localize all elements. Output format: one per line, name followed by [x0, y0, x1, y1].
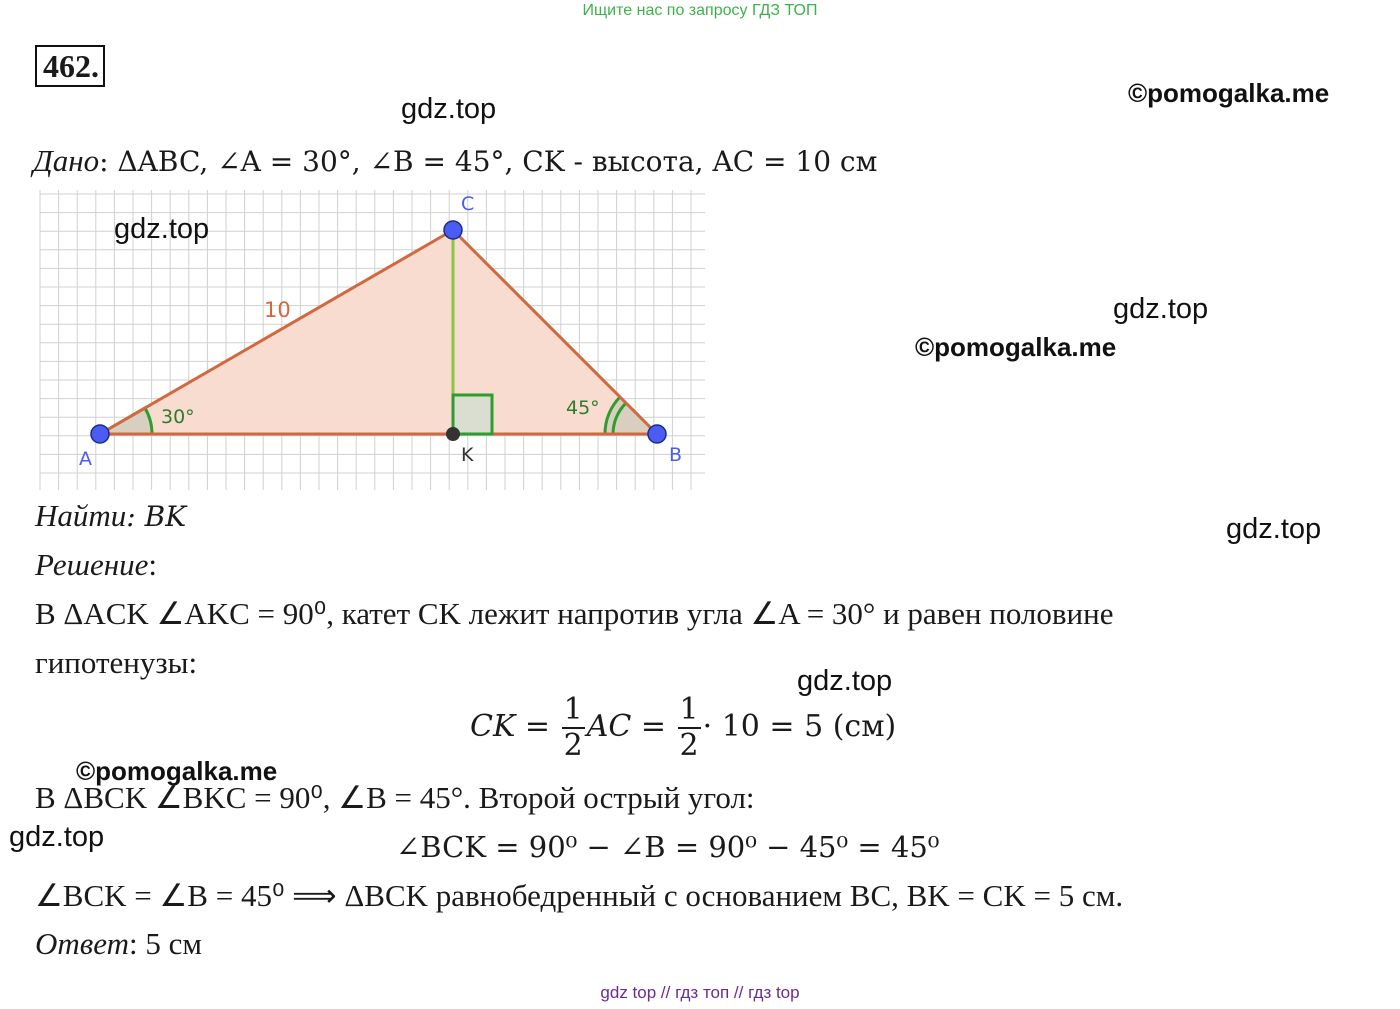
solution-line-4: ∠BCK = ∠B = 45⁰ ⟹ ΔBCK равнобедренный с основанием BC, BK = CK = 5 см. [35, 878, 1124, 913]
given-label: Дано [33, 143, 100, 178]
footer-links: gdz top // гдз топ // гдз top [600, 983, 800, 1002]
watermark-gdz-4: gdz.top [1226, 513, 1322, 545]
problem-number: 462. [35, 45, 105, 87]
watermark-pomogalka-3: ©pomogalka.me [76, 756, 278, 786]
eq1-frac-1 [562, 693, 585, 763]
solution-colon: : [148, 547, 157, 582]
equation-2: ∠BCK = 90⁰ − ∠B = 90⁰ − 45⁰ = 45⁰ [396, 830, 940, 864]
watermark-gdz-5: gdz.top [797, 665, 893, 697]
watermark-pomogalka-2: ©pomogalka.me [915, 332, 1117, 362]
solution-line-1: В ΔACK ∠AKC = 90⁰, катет CK лежит напротив угла ∠A = 30° и равен половине [35, 596, 1114, 631]
solution-heading [35, 547, 157, 583]
eq1-left: CK = [470, 709, 551, 744]
answer-line [35, 926, 202, 962]
eq1-frac-2-den: 2 [679, 728, 699, 763]
point-c [444, 221, 462, 239]
given-line [33, 143, 877, 179]
top-banner: Ищите нас по запросу ГДЗ ТОП [582, 2, 818, 19]
watermark-gdz: gdz.top [401, 93, 497, 125]
eq1-frac-1-den: 2 [563, 728, 583, 763]
watermark-gdz-6: gdz.top [9, 821, 105, 853]
label-a: A [79, 448, 92, 470]
watermark-gdz-2: gdz.top [114, 213, 210, 245]
eq1-frac-1-num: 1 [563, 692, 583, 727]
label-angle-b: 45° [566, 397, 600, 419]
geometry-figure [0, 190, 720, 495]
answer-text: : 5 см [128, 926, 202, 961]
label-k: K [461, 444, 474, 466]
right-angle-mark [453, 395, 492, 434]
eq1-mid: AC = [586, 709, 666, 744]
given-text: : ΔABC, ∠A = 30°, ∠B = 45°, CK - высота, AC = 10 см [99, 145, 878, 178]
label-side-ac: 10 [264, 298, 291, 322]
watermark-gdz-3: gdz.top [1113, 293, 1209, 325]
find-label: Найти [35, 498, 127, 533]
find-text: : BK [126, 500, 187, 533]
solution-label: Решение [35, 547, 149, 582]
find-line [35, 498, 186, 534]
watermark-pomogalka: ©pomogalka.me [1128, 78, 1330, 108]
equation-1 [470, 693, 896, 763]
eq1-right: · 10 = 5 (см) [702, 709, 897, 744]
label-b: B [669, 444, 683, 466]
point-k [446, 427, 460, 441]
eq1-frac-2 [678, 693, 701, 763]
answer-label: Ответ [35, 926, 129, 961]
point-a [91, 425, 109, 443]
point-b [648, 425, 666, 443]
label-angle-a: 30° [161, 406, 195, 428]
eq1-frac-2-num: 1 [679, 692, 699, 727]
solution-line-3: В ΔBCK ∠BKC = 90⁰, ∠B = 45°. Второй острый угол: [35, 780, 755, 815]
label-c: C [461, 193, 475, 215]
solution-line-2: гипотенузы: [35, 645, 198, 680]
